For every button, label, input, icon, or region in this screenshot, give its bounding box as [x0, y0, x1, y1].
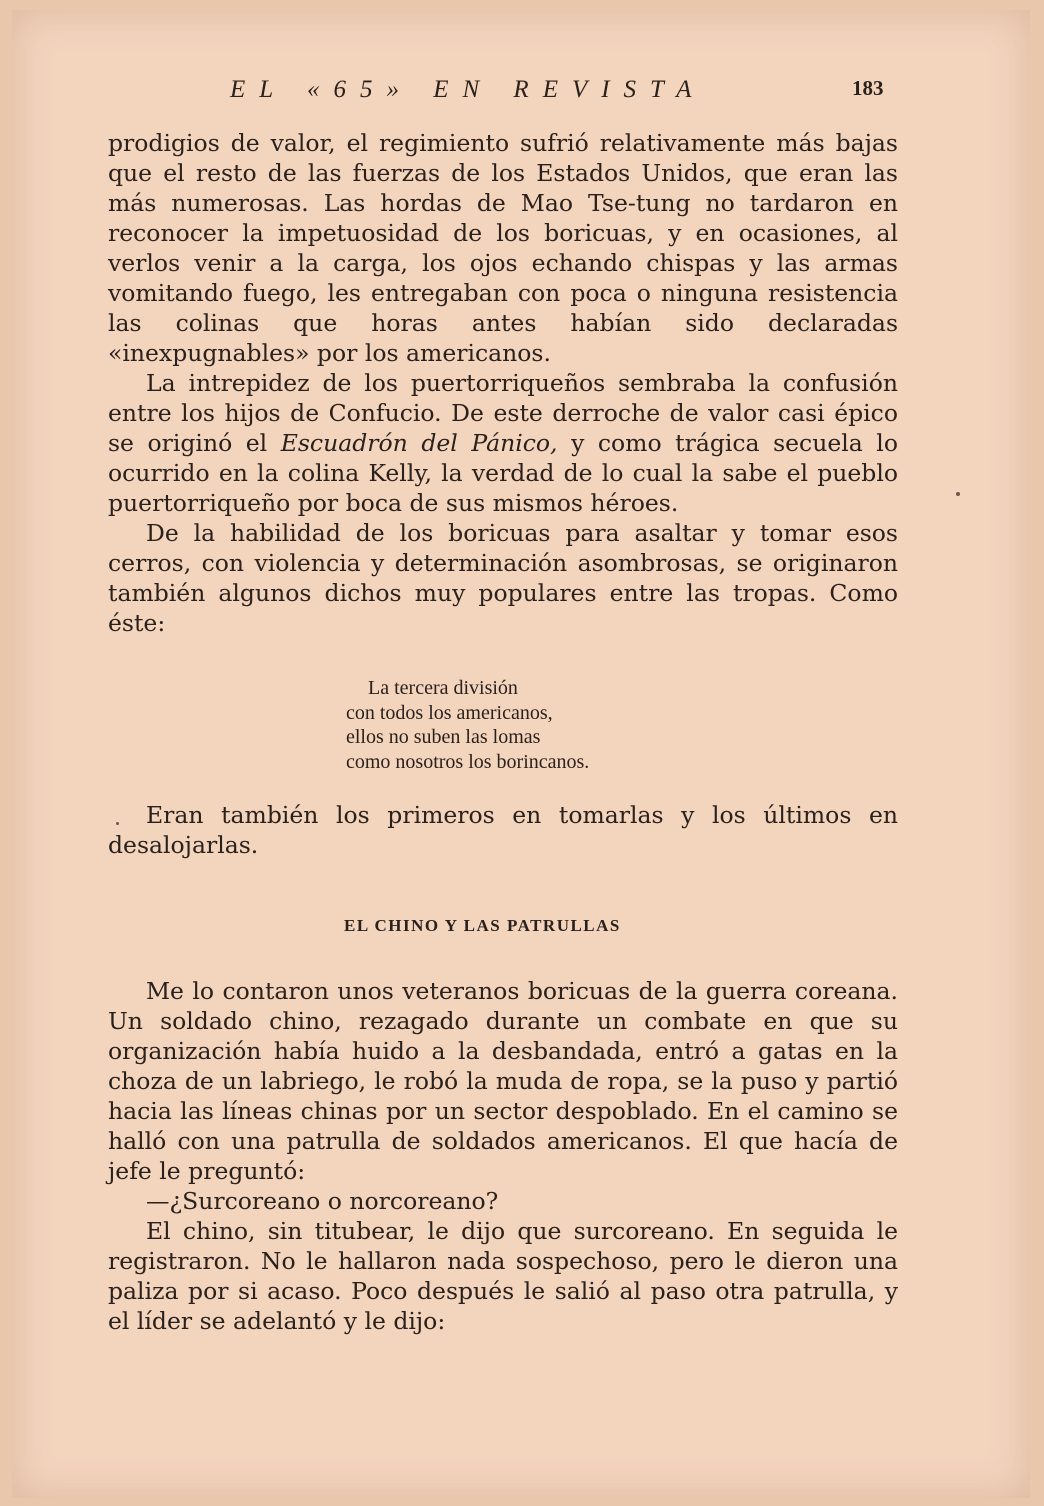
dialogue-line: —¿Surcoreano o norcoreano? — [146, 1187, 499, 1215]
body-text-after-verse — [108, 800, 898, 860]
paper-speck — [956, 492, 960, 496]
body-text-bottom — [108, 976, 898, 1336]
verse-line: La tercera división — [368, 677, 518, 699]
verse-line: como nosotros los borincanos. — [346, 750, 590, 773]
section-title: EL CHINO Y LAS PATRULLAS — [344, 916, 621, 935]
verse-quote — [346, 676, 589, 774]
verse-line: con todos los americanos, — [346, 701, 553, 724]
verse-line: ellos no suben las lomas — [346, 726, 541, 748]
paragraph: Me lo contaron unos veteranos boricuas de la guerra coreana. Un soldado chino, rezagado durante un combate en que su organización había huido a la desbandada, entró a gatas en la choza de un labriego, le robó la muda de ropa, se la puso y partió hacia las líneas chinas por un sector despoblado. En el camino se halló con una patrulla de soldados americanos. El que hacía de jefe le preguntó: — [108, 977, 898, 1185]
paragraph: De la habilidad de los boricuas para asaltar y tomar esos cerros, con violencia y determinación asombrosas, se originaron también algunos dichos muy populares entre las tropas. Como éste: — [108, 519, 898, 637]
paper-speck — [116, 822, 119, 825]
paragraph — [108, 368, 898, 518]
paragraph: prodigios de valor, el regimiento sufrió relativamente más bajas que el resto de las fuerzas de los Estados Unidos, que eran las más numerosas. Las hordas de Mao Tse-tung no tardaron en reconocer la impetuosidad de los boricuas, y en ocasiones, al verlos venir a la carga, los ojos echando chispas y las armas vomitando fuego, les entregaban con poca o ninguna resistencia las colinas que horas antes habían sido declaradas «inexpugnables» por los americanos. — [108, 129, 898, 367]
paragraph-text: La intrepidez de los puertorriqueños sembraba la confusión entre los hijos de Confucio. De este derroche de valor casi épico se originó el — [108, 369, 898, 457]
paragraph: El chino, sin titubear, le dijo que surcoreano. En seguida le registraron. No le hallaron nada sospechoso, pero le dieron una paliza por si acaso. Poco después le salió al paso otra patrulla, y el líder se adelantó y le dijo: — [108, 1217, 898, 1335]
running-title: EL «65» EN REVISTA — [230, 76, 706, 103]
paragraph-text: y como trágica secuela lo ocurrido en la colina Kelly, la verdad de lo cual la sabe el pueblo puertorriqueño por boca de sus mismos héroes. — [108, 429, 898, 517]
italic-title: Escuadrón del Pánico, — [280, 429, 558, 457]
page-number: 183 — [852, 76, 884, 100]
body-text-top — [108, 128, 898, 638]
paragraph: Eran también los primeros en tomarlas y los últimos en desalojarlas. — [108, 801, 898, 859]
